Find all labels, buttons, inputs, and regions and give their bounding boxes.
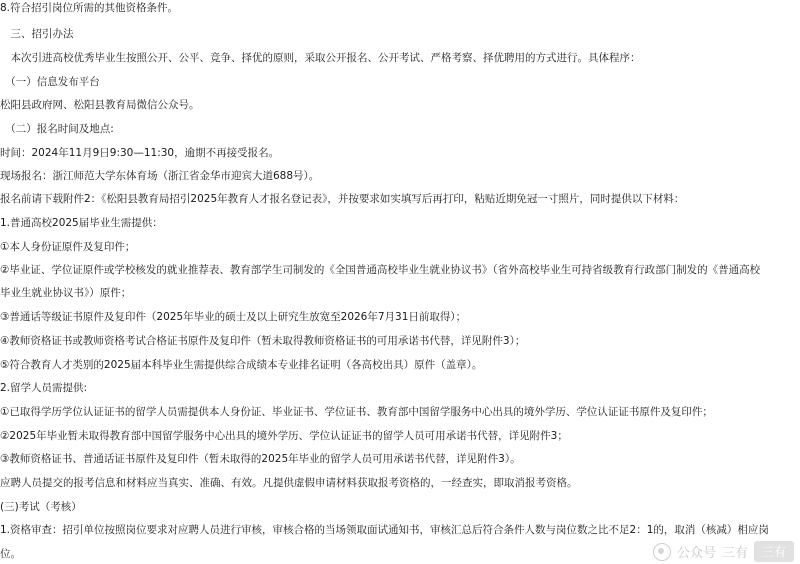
doc-line: 松阳县政府网、松阳县教育局微信公众号。	[0, 99, 200, 111]
doc-line: ④教师资格证书或教师资格考试合格证书原件及复印件（暂未取得教师资格证书的可用承诺书代替，详见附件3）；	[0, 335, 526, 347]
doc-line: 8.符合招引岗位所需的其他资格条件。	[0, 2, 179, 14]
doc-line: 位。	[0, 548, 21, 560]
subsection-heading: (三)考试（考核）	[0, 501, 82, 513]
doc-line: 本次引进高校优秀毕业生按照公开、公平、竞争、择优的原则，采取公开报名、公开考试、严格考察、择优聘用的方式进行。具体程序：	[0, 52, 641, 64]
doc-line: 2.留学人员需提供:	[0, 382, 88, 394]
watermark-name: 三有	[721, 546, 748, 561]
doc-line: ⑤符合教育人才类别的2025届本科毕业生需提供综合成绩本专业排名证明（各高校出具）原件（盖章）。	[0, 359, 483, 371]
doc-line: ③教师资格证书、普通话证书原件及复印件（暂未取得的2025年毕业的留学人员可用承诺书代替，详见附件3）。	[0, 453, 521, 465]
doc-line: ①已取得学历学位认证证书的留学人员需提供本人身份证、毕业证书、学位证书、教育部中国留学服务中心出具的境外学历、学位认证证书原件及复印件；	[0, 406, 713, 418]
watermark-label: 公众号	[676, 546, 716, 561]
subsection-heading: （一）信息发布平台	[0, 76, 100, 88]
watermark-badge: 三有	[754, 541, 794, 562]
wechat-logo-icon	[653, 543, 671, 561]
doc-line: 现场报名：浙江师范大学东体育场（浙江省金华市迎宾大道688号）。	[0, 170, 320, 182]
doc-line: ①本人身份证原件及复印件；	[0, 241, 136, 253]
subsection-heading: （二）报名时间及地点:	[0, 123, 114, 135]
doc-line: 报名前请下载附件2：《松阳县教育局招引2025年教育人才报名登记表》，并按要求如实填写后再打印，粘贴近期免冠一寸照片，同时提供以下材料：	[0, 193, 685, 205]
doc-line: 1.普通高校2025届毕业生需提供：	[0, 217, 163, 229]
doc-line: 1.资格审查：招引单位按照岗位要求对应聘人员进行审核，审核合格的当场领取面试通知书，审核汇总后符合条件人数与岗位数之比不足2：1的，取消（核减）相应岗	[0, 524, 769, 536]
watermark	[653, 541, 794, 562]
doc-line: 时间：2024年11月9日9:30—11:30，逾期不再接受报名。	[0, 147, 280, 159]
doc-line: ②毕业证、学位证原件或学校核发的就业推荐表、教育部学生司制发的《全国普通高校毕业生就业协议书》（省外高校毕业生可持省级教育行政部门制发的《普通高校	[0, 264, 761, 276]
doc-line: ③普通话等级证书原件及复印件（2025年毕业的硕士及以上研究生放宽至2026年7月31日前取得）；	[0, 311, 467, 323]
doc-line: ②2025年毕业暂未取得教育部中国留学服务中心出具的境外学历、学位认证证书的留学人员可用承诺书代替，详见附件3；	[0, 430, 568, 442]
section-heading: 三、招引办法	[0, 28, 74, 40]
doc-line: 毕业生就业协议书》）原件；	[0, 287, 132, 299]
doc-line: 应聘人员提交的报考信息和材料应当真实、准确、有效。凡提供虚假申请材料获取报考资格的，一经查实，即取消报考资格。	[0, 477, 578, 489]
